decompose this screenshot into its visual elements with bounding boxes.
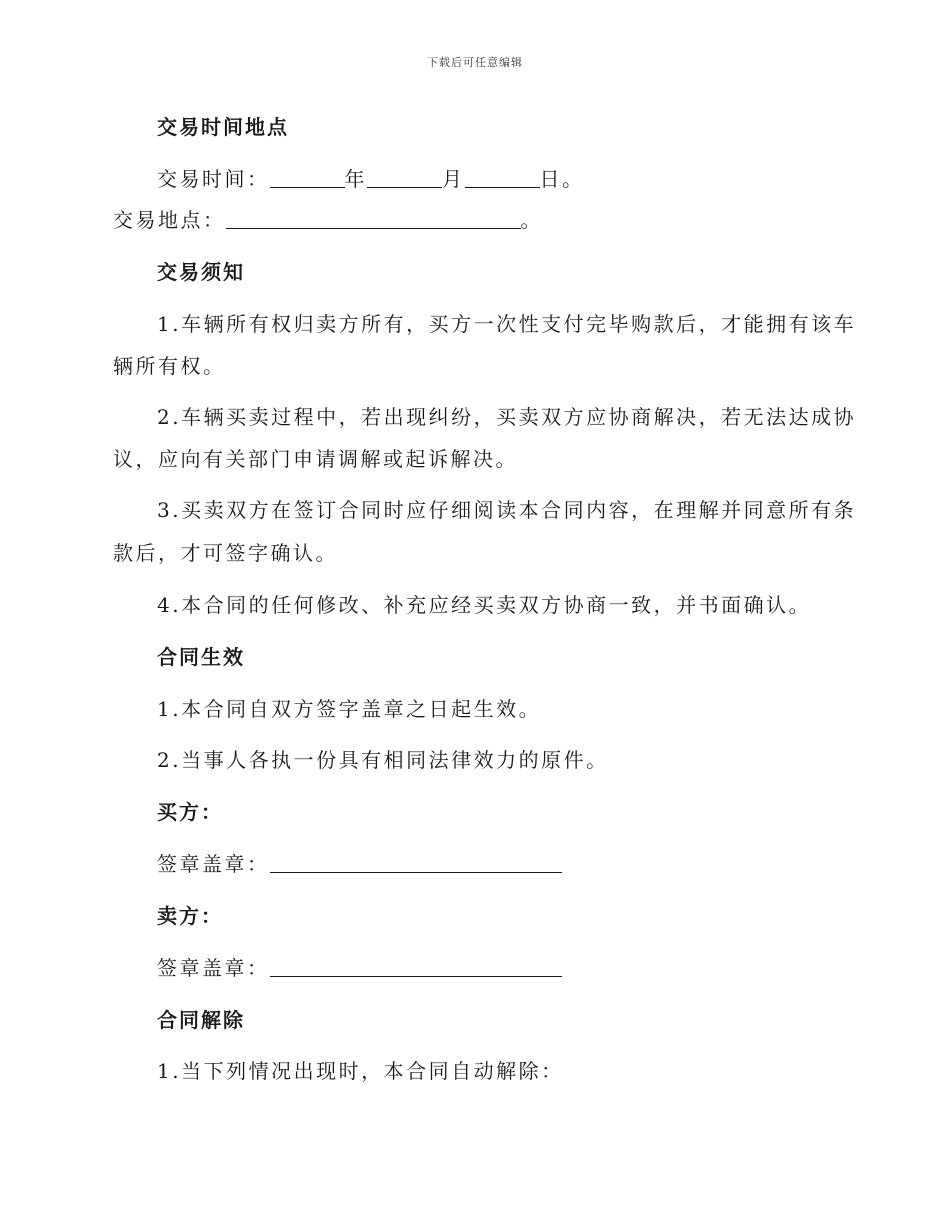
transaction-place-label: 交易地点： [113, 208, 226, 232]
transaction-time-label: 交易时间： [157, 167, 270, 191]
place-blank[interactable] [226, 208, 521, 229]
transaction-date-line [157, 167, 585, 191]
month-suffix: 月 [442, 167, 465, 191]
day-suffix: 日。 [539, 167, 585, 191]
month-blank[interactable] [367, 167, 442, 188]
notice-item-4: 4.本合同的任何修改、补充应经买卖双方协商一致，并书面确认。 [157, 593, 812, 617]
place-suffix: 。 [520, 208, 543, 232]
notice-item-2-line-1: 2.车辆买卖过程中，若出现纠纷，买卖双方应协商解决，若无法达成协 [157, 405, 857, 429]
effect-item-1: 1.本合同自双方签字盖章之日起生效。 [157, 697, 542, 721]
seller-signature-line [157, 956, 562, 980]
effect-item-2: 2.当事人各执一份具有相同法律效力的原件。 [157, 748, 609, 772]
notice-item-1-line-1: 1.车辆所有权归卖方所有，买方一次性支付完毕购款后，才能拥有该车 [157, 312, 857, 336]
transaction-place-line [113, 208, 543, 232]
notice-item-3-line-1: 3.买卖双方在签订合同时应仔细阅读本合同内容，在理解并同意所有条 [157, 498, 857, 522]
termination-item-1: 1.当下列情况出现时，本合同自动解除： [157, 1059, 564, 1083]
notice-item-1-line-2: 辆所有权。 [113, 354, 226, 378]
notice-item-2-line-2: 议，应向有关部门申请调解或起诉解决。 [113, 447, 518, 471]
buyer-heading: 买方： [157, 800, 223, 824]
seller-heading: 卖方： [157, 904, 223, 928]
header-note: 下载后可任意编辑 [427, 56, 523, 69]
buyer-signature-line [157, 852, 562, 876]
year-suffix: 年 [344, 167, 367, 191]
buyer-signature-blank[interactable] [270, 852, 562, 873]
buyer-sign-label: 签章盖章： [157, 852, 270, 876]
section-heading-termination: 合同解除 [157, 1008, 245, 1032]
section-heading-effect: 合同生效 [157, 645, 245, 669]
year-blank[interactable] [270, 167, 345, 188]
seller-signature-blank[interactable] [270, 956, 562, 977]
notice-item-3-line-2: 款后，才可签字确认。 [113, 541, 338, 565]
day-blank[interactable] [465, 167, 540, 188]
section-heading-time-place: 交易时间地点 [157, 115, 289, 139]
section-heading-notice: 交易须知 [157, 260, 245, 284]
seller-sign-label: 签章盖章： [157, 956, 270, 980]
